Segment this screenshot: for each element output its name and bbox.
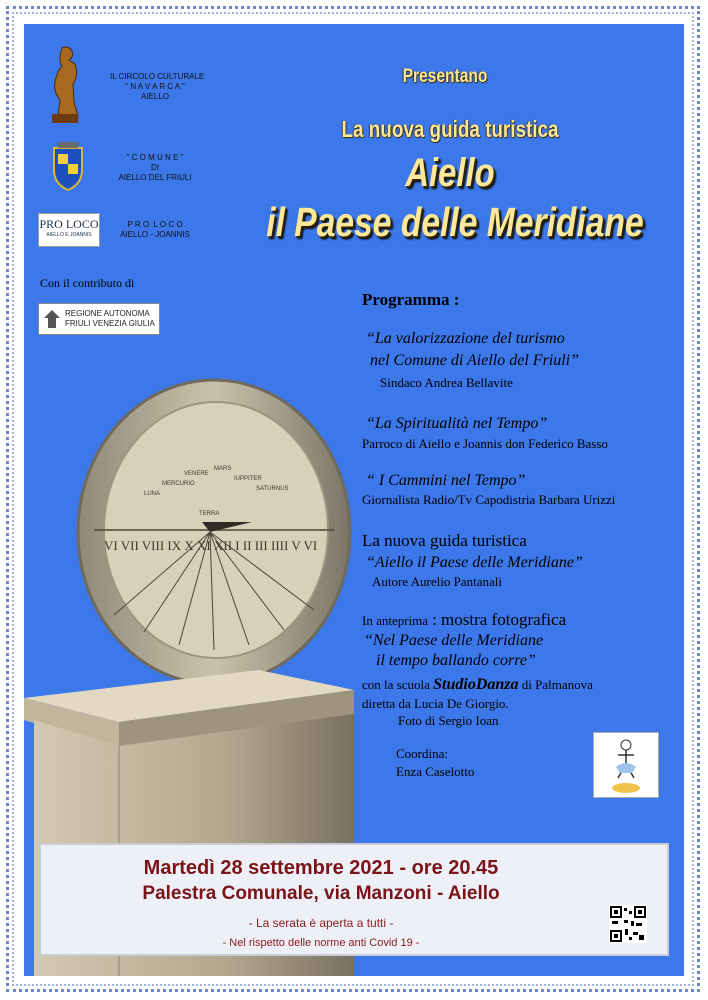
guide-subtitle: La nuova guida turistica: [341, 116, 559, 142]
regione-line1: REGIONE AUTONOMA: [65, 309, 150, 318]
comune-crest-logo: [48, 140, 88, 192]
proloco-text: P R O L O C O AIELLO - JOANNIS: [120, 220, 190, 239]
dancer-icon: [594, 733, 658, 797]
school-pre: con la scuola: [362, 677, 434, 692]
sundial-planet-mercurio: MERCURIO: [162, 481, 195, 487]
sundial-planet-mars: MARS: [214, 466, 232, 472]
preview-line: [362, 610, 566, 630]
coordina-label: Coordina:: [396, 746, 448, 761]
photo-title-line1: “Nel Paese delle Meridiane: [364, 632, 544, 649]
guide-heading: La nuova guida turistica: [362, 531, 527, 550]
school-post: di Palmanova: [518, 677, 593, 692]
item1-speaker: Sindaco Andrea Bellavite: [380, 375, 513, 390]
qr-code[interactable]: [609, 905, 647, 943]
programma-heading: Programma :: [362, 290, 460, 309]
school-line: [362, 676, 593, 694]
sundial-numerals: VI VII VIII IX X XI XII I II III IIII V VI: [104, 538, 318, 553]
sundial-planet-luna: LUNA: [144, 491, 161, 497]
item3-title: “ I Cammini nel Tempo”: [366, 472, 526, 489]
sundial-planet-terra: TERRA: [199, 511, 220, 517]
sundial-planet-iuppiter: IUPPITER: [234, 476, 262, 482]
school-director: diretta da Lucia De Giorgio.: [362, 696, 509, 711]
item1-title-line1: “La valorizzazione del turismo: [366, 330, 565, 347]
event-note-covid: - Nel rispetto delle norme anti Covid 19 -: [222, 937, 420, 949]
regione-logo: [38, 303, 160, 335]
photo-title-line2: il tempo ballando corre”: [364, 652, 536, 669]
event-note-open: - La serata è aperta a tutti -: [248, 916, 394, 930]
contributo-label: Con il contributo di: [40, 276, 135, 290]
guide-title: “Aiello il Paese delle Meridiane”: [366, 554, 583, 571]
proloco-logo-sub: AIELLO E JOANNIS: [46, 232, 92, 238]
item1-title-line2: nel Comune di Aiello del Friuli”: [366, 352, 580, 369]
preview-heading: : mostra fotografica: [432, 610, 567, 629]
eagle-icon: [42, 308, 62, 330]
circolo-culturale-text: IL CIRCOLO CULTURALE " N A V A R C A " AIELLO: [110, 72, 205, 101]
sundial-planet-saturnus: SATURNUS: [256, 486, 289, 492]
item3-speaker: Giornalista Radio/Tv Capodistria Barbara Urizzi: [362, 492, 616, 507]
comune-text: " C O M U N E " DI AIELLO DEL FRIULI: [118, 153, 192, 182]
dancer-image: [593, 732, 659, 798]
coordina-name: Enza Caselotto: [396, 764, 475, 779]
statue-logo: [44, 44, 86, 124]
presentano-heading: Presentano: [402, 66, 488, 87]
title-aiello: Aiello: [405, 151, 495, 195]
guide-author: Autore Aurelio Pantanali: [372, 574, 502, 589]
event-panel: [39, 843, 669, 956]
event-datetime: Martedì 28 settembre 2021 - ore 20.45: [143, 857, 499, 879]
event-venue: Palestra Comunale, via Manzoni - Aiello: [142, 883, 500, 904]
regione-line2: FRIULI VENEZIA GIULIA: [65, 319, 155, 328]
item2-speaker: Parroco di Aiello e Joannis don Federico Basso: [362, 436, 608, 451]
school-name: StudioDanza: [433, 676, 519, 693]
proloco-logo: [38, 213, 100, 247]
title-paese-meridiane: il Paese delle Meridiane: [266, 199, 644, 245]
preview-label: In anteprima: [362, 613, 429, 628]
item2-title: “La Spiritualità nel Tempo”: [366, 415, 548, 432]
sundial-planet-venere: VENERE: [184, 471, 209, 477]
proloco-logo-main: PRO LOCO: [39, 217, 99, 231]
photos-by: Foto di Sergio Ioan: [398, 713, 499, 728]
